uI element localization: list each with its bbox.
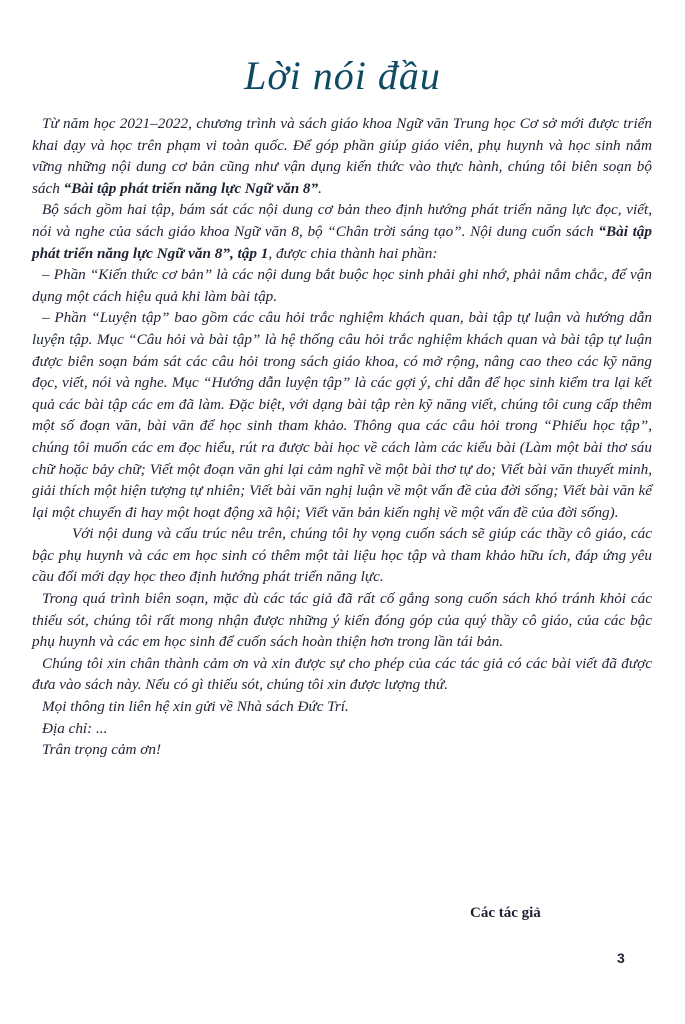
- book-volume-bold: “Bài tập phát triển năng lực Ngữ văn 8”, tập 1: [32, 222, 652, 262]
- paragraph-part-two: – Phần “Luyện tập” bao gồm các câu hỏi trắc nghiệm khách quan, bài tập tự luận và hướng dẫn luyện tập. Mục “Câu hỏi và bài tập” là hệ thống câu hỏi trắc nghiệm khách quan và bài tập tự luận được biên soạn bám sát các câu hỏi trong sách giáo khoa, có mở rộng, nâng cao theo các kỹ năng đọc, viết, nói và nghe. Mục “Hướng dẫn luyện tập” là các gợi ý, chỉ dẫn để học sinh kiểm tra lại kết quả các bài tập các em đã làm. Đặc biệt, với dạng bài tập rèn kỹ năng viết, chúng tôi cung cấp thêm một số đoạn văn, bài văn để học sinh tham khảo. Thông qua các câu hỏi trong “Phiếu học tập”, chúng tôi muốn các em đọc hiểu, rút ra được bài học về cách làm các kiểu bài (Làm một bài thơ sáu chữ hoặc bảy chữ; Viết một đoạn văn ghi lại cảm nghĩ về một bài thơ tự do; Viết bài văn thuyết minh, giải thích một hiện tượng tự nhiên; Viết bài văn nghị luận về một vấn đề của đời sống; Viết bài văn kể lại một chuyến đi hay một hoạt động xã hội; Viết văn bản kiến nghị về một vấn đề của đời sống).: [32, 309, 652, 521]
- paragraph-closing: Trân trọng cảm ơn!: [42, 741, 162, 759]
- paragraph-contact: Mọi thông tin liên hệ xin gửi về Nhà sách Đức Trí.: [42, 698, 349, 716]
- paragraph-thanks: Chúng tôi xin chân thành cảm ơn và xin được sự cho phép của các tác giả có các bài viết đã được đưa vào sách này. Nếu có gì thiếu sót, chúng tôi xin được lượng thứ.: [32, 654, 652, 694]
- authors-signature: Các tác giả: [470, 905, 541, 921]
- book-title-bold: “Bài tập phát triển năng lực Ngữ văn 8”: [63, 179, 319, 197]
- preface-body: [32, 113, 652, 761]
- page-title: Lời nói đầu: [244, 53, 441, 98]
- paragraph-part-one: – Phần “Kiến thức cơ bản” là các nội dung bắt buộc học sinh phải ghi nhớ, phải nắm chắc, để vận dụng một cách hiệu quả khi làm bài tập.: [32, 266, 652, 305]
- paragraph-address: Địa chỉ: ...: [42, 719, 108, 737]
- paragraph-feedback: Trong quá trình biên soạn, mặc dù các tác giả đã rất cố gắng song cuốn sách khó tránh khỏi các thiếu sót, chúng tôi rất mong nhận được những ý kiến đóng góp của quý thầy cô giáo, của các bậc phụ huynh và các em học sinh để cuốn sách hoàn thiện hơn trong lần tái bản.: [32, 590, 652, 651]
- page-number: 3: [617, 950, 625, 966]
- paragraph-intro: Từ năm học 2021–2022, chương trình và sách giáo khoa Ngữ văn Trung học Cơ sở mới được triển khai dạy và học trên phạm vi toàn quốc. Để góp phần giúp giáo viên, phụ huynh và học sinh nắm vững những nội dung cơ bản cũng như vận dụng kiến thức vào thực hành, chúng tôi biên soạn bộ sách “Bài tập phát triển năng lực Ngữ văn 8”.: [32, 115, 652, 197]
- paragraph-hope: Với nội dung và cấu trúc nêu trên, chúng tôi hy vọng cuốn sách sẽ giúp các thầy cô giáo, các bậc phụ huynh và các em học sinh có thêm một tài liệu học tập và tham khảo hữu ích, đáp ứng yêu cầu đổi mới dạy học theo định hướng phát triển năng lực.: [32, 525, 652, 586]
- paragraph-structure: Bộ sách gồm hai tập, bám sát các nội dung cơ bản theo định hướng phát triển năng lực đọc, viết, nói và nghe của sách giáo khoa Ngữ văn 8, bộ “Chân trời sáng tạo”. Nội dung cuốn sách “Bài tập phát triển năng lực Ngữ văn 8”, tập 1, được chia thành hai phần:: [32, 201, 652, 262]
